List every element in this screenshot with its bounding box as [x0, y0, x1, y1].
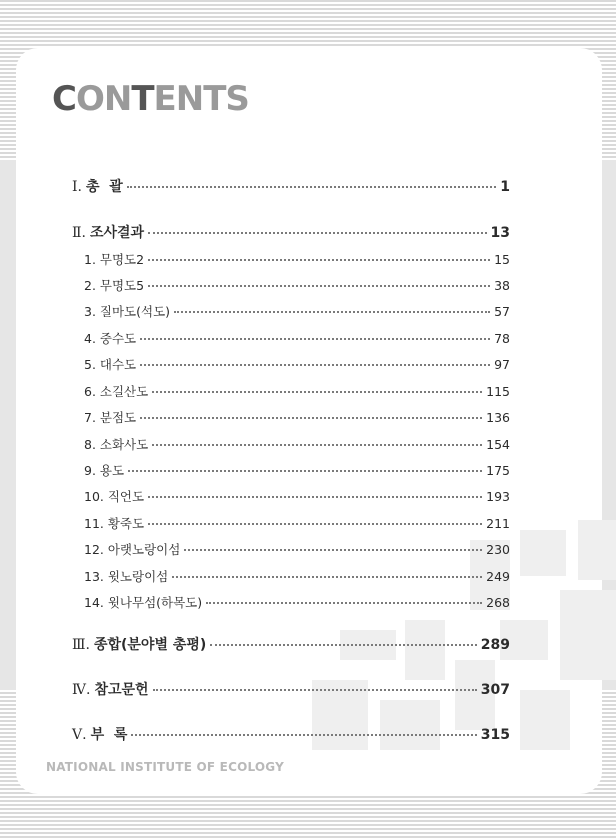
page-number: 315 [480, 727, 510, 743]
leader-dots [148, 232, 486, 234]
toc-item[interactable]: 13. 윗노랑이섬 249 [0, 571, 616, 584]
toc-section-3[interactable]: Ⅲ. 종합(분야별 총평) 289 [0, 638, 616, 652]
toc-item[interactable]: 4. 중수도 78 [0, 333, 616, 346]
page-number: 230 [486, 542, 510, 557]
page-number: 13 [490, 225, 510, 241]
toc-item[interactable]: 12. 아랫노랑이섬 230 [0, 544, 616, 557]
leader-dots [206, 602, 482, 604]
toc-section-5[interactable]: Ⅴ. 부 록 315 [0, 728, 616, 742]
publisher-footer: NATIONAL INSTITUTE OF ECOLOGY [46, 760, 284, 774]
leader-dots [140, 364, 490, 366]
page-number: 1 [500, 179, 510, 195]
leader-dots [140, 338, 490, 340]
toc-item[interactable]: 14. 윗나무섬(하목도) 268 [0, 597, 616, 610]
page-number: 136 [486, 410, 510, 425]
leader-dots [152, 391, 482, 393]
toc-section-4[interactable]: Ⅳ. 참고문헌 307 [0, 683, 616, 697]
toc-item[interactable]: 6. 소길산도 115 [0, 386, 616, 399]
leader-dots [172, 576, 482, 578]
page-number: 193 [486, 489, 510, 504]
watermark-block [380, 700, 440, 750]
toc-item[interactable]: 9. 용도 175 [0, 465, 616, 478]
leader-dots [148, 285, 490, 287]
contents-title: CONTENTS [52, 79, 249, 119]
toc-item[interactable]: 7. 분점도 136 [0, 412, 616, 425]
leader-dots [128, 470, 482, 472]
page-number: 175 [486, 463, 510, 478]
leader-dots [148, 259, 490, 261]
toc-item[interactable]: 8. 소화사도 154 [0, 439, 616, 452]
leader-dots [153, 689, 477, 691]
page-number: 289 [480, 637, 510, 653]
toc-section-1[interactable]: Ⅰ. 총 괄 1 [0, 180, 616, 194]
page-number: 249 [486, 569, 510, 584]
page-number: 97 [494, 357, 510, 372]
page-number: 211 [486, 516, 510, 531]
toc-item[interactable]: 11. 황죽도 211 [0, 518, 616, 531]
leader-dots [210, 644, 476, 646]
toc-item[interactable]: 2. 무명도5 38 [0, 280, 616, 293]
toc-item[interactable]: 10. 직언도 193 [0, 491, 616, 504]
leader-dots [148, 523, 482, 525]
leader-dots [148, 496, 482, 498]
page-number: 78 [494, 331, 510, 346]
page-number: 57 [494, 304, 510, 319]
toc-item[interactable]: 1. 무명도2 15 [0, 254, 616, 267]
page-number: 38 [494, 278, 510, 293]
page-number: 15 [494, 252, 510, 267]
toc-item[interactable]: 3. 질마도(석도) 57 [0, 306, 616, 319]
leader-dots [140, 417, 482, 419]
leader-dots [127, 186, 496, 188]
toc-section-2[interactable]: Ⅱ. 조사결과 13 [0, 226, 616, 240]
page-number: 154 [486, 437, 510, 452]
leader-dots [184, 549, 482, 551]
leader-dots [131, 734, 476, 736]
page-number: 115 [486, 384, 510, 399]
page-number: 268 [486, 595, 510, 610]
leader-dots [152, 444, 482, 446]
toc-item[interactable]: 5. 대수도 97 [0, 359, 616, 372]
leader-dots [174, 311, 490, 313]
page-number: 307 [480, 682, 510, 698]
